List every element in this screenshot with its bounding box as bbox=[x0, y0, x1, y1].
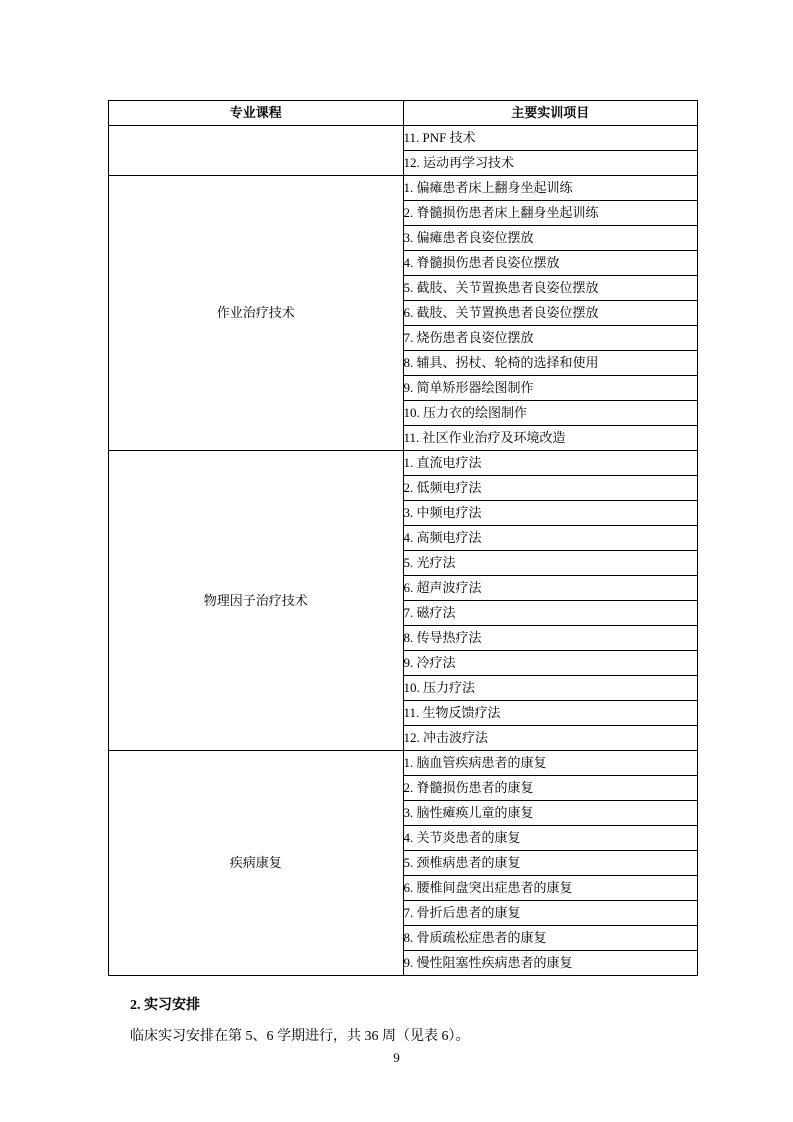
section-heading: 2. 实习安排 bbox=[130, 998, 200, 1013]
project-item: 7. 烧伤患者良姿位摆放 bbox=[403, 326, 698, 351]
project-item: 8. 辅具、拐杖、轮椅的选择和使用 bbox=[403, 351, 698, 376]
project-item: 11. 生物反馈疗法 bbox=[403, 701, 698, 726]
project-item: 10. 压力疗法 bbox=[403, 676, 698, 701]
project-item: 5. 光疗法 bbox=[403, 551, 698, 576]
project-item: 4. 脊髓损伤患者良姿位摆放 bbox=[403, 251, 698, 276]
project-item: 4. 关节炎患者的康复 bbox=[403, 826, 698, 851]
table-row bbox=[109, 751, 698, 776]
project-item: 9. 简单矫形器绘图制作 bbox=[403, 376, 698, 401]
project-item: 4. 高频电疗法 bbox=[403, 526, 698, 551]
project-item: 11. 社区作业治疗及环境改造 bbox=[403, 426, 698, 451]
project-item: 1. 偏瘫患者床上翻身坐起训练 bbox=[403, 176, 698, 201]
project-item: 6. 腰椎间盘突出症患者的康复 bbox=[403, 876, 698, 901]
section-paragraph: 临床实习安排在第 5、6 学期进行，共 36 周（见表 6）。 bbox=[130, 1029, 470, 1044]
project-item: 1. 直流电疗法 bbox=[403, 451, 698, 476]
project-item: 6. 截肢、关节置换患者良姿位摆放 bbox=[403, 301, 698, 326]
project-item: 1. 脑血管疾病患者的康复 bbox=[403, 751, 698, 776]
table-header-row bbox=[109, 101, 698, 126]
page-number: 9 bbox=[393, 1050, 400, 1065]
table-header bbox=[109, 101, 698, 126]
project-item: 12. 运动再学习技术 bbox=[403, 151, 698, 176]
category-cell-empty bbox=[109, 126, 404, 176]
table-row bbox=[109, 126, 698, 151]
project-item: 2. 脊髓损伤患者床上翻身坐起训练 bbox=[403, 201, 698, 226]
training-projects-table bbox=[108, 100, 698, 976]
column-header-course: 专业课程 bbox=[109, 101, 404, 126]
project-item: 3. 偏瘫患者良姿位摆放 bbox=[403, 226, 698, 251]
project-item: 5. 截肢、关节置换患者良姿位摆放 bbox=[403, 276, 698, 301]
category-cell-disease-rehabilitation: 疾病康复 bbox=[109, 751, 404, 976]
project-item: 5. 颈椎病患者的康复 bbox=[403, 851, 698, 876]
project-item: 2. 脊髓损伤患者的康复 bbox=[403, 776, 698, 801]
project-item: 3. 中频电疗法 bbox=[403, 501, 698, 526]
project-item: 3. 脑性瘫痪儿童的康复 bbox=[403, 801, 698, 826]
project-item: 12. 冲击波疗法 bbox=[403, 726, 698, 751]
category-cell-occupational-therapy: 作业治疗技术 bbox=[109, 176, 404, 451]
table-row bbox=[109, 176, 698, 201]
project-item: 11. PNF 技术 bbox=[403, 126, 698, 151]
category-cell-physical-agent-therapy: 物理因子治疗技术 bbox=[109, 451, 404, 751]
project-item: 2. 低频电疗法 bbox=[403, 476, 698, 501]
project-item: 7. 骨折后患者的康复 bbox=[403, 901, 698, 926]
column-header-project: 主要实训项目 bbox=[403, 101, 698, 126]
project-item: 7. 磁疗法 bbox=[403, 601, 698, 626]
project-item: 8. 传导热疗法 bbox=[403, 626, 698, 651]
project-item: 10. 压力衣的绘图制作 bbox=[403, 401, 698, 426]
project-item: 8. 骨质疏松症患者的康复 bbox=[403, 926, 698, 951]
table-body bbox=[109, 126, 698, 976]
project-item: 6. 超声波疗法 bbox=[403, 576, 698, 601]
project-item: 9. 冷疗法 bbox=[403, 651, 698, 676]
table-row bbox=[109, 451, 698, 476]
project-item: 9. 慢性阻塞性疾病患者的康复 bbox=[403, 951, 698, 976]
